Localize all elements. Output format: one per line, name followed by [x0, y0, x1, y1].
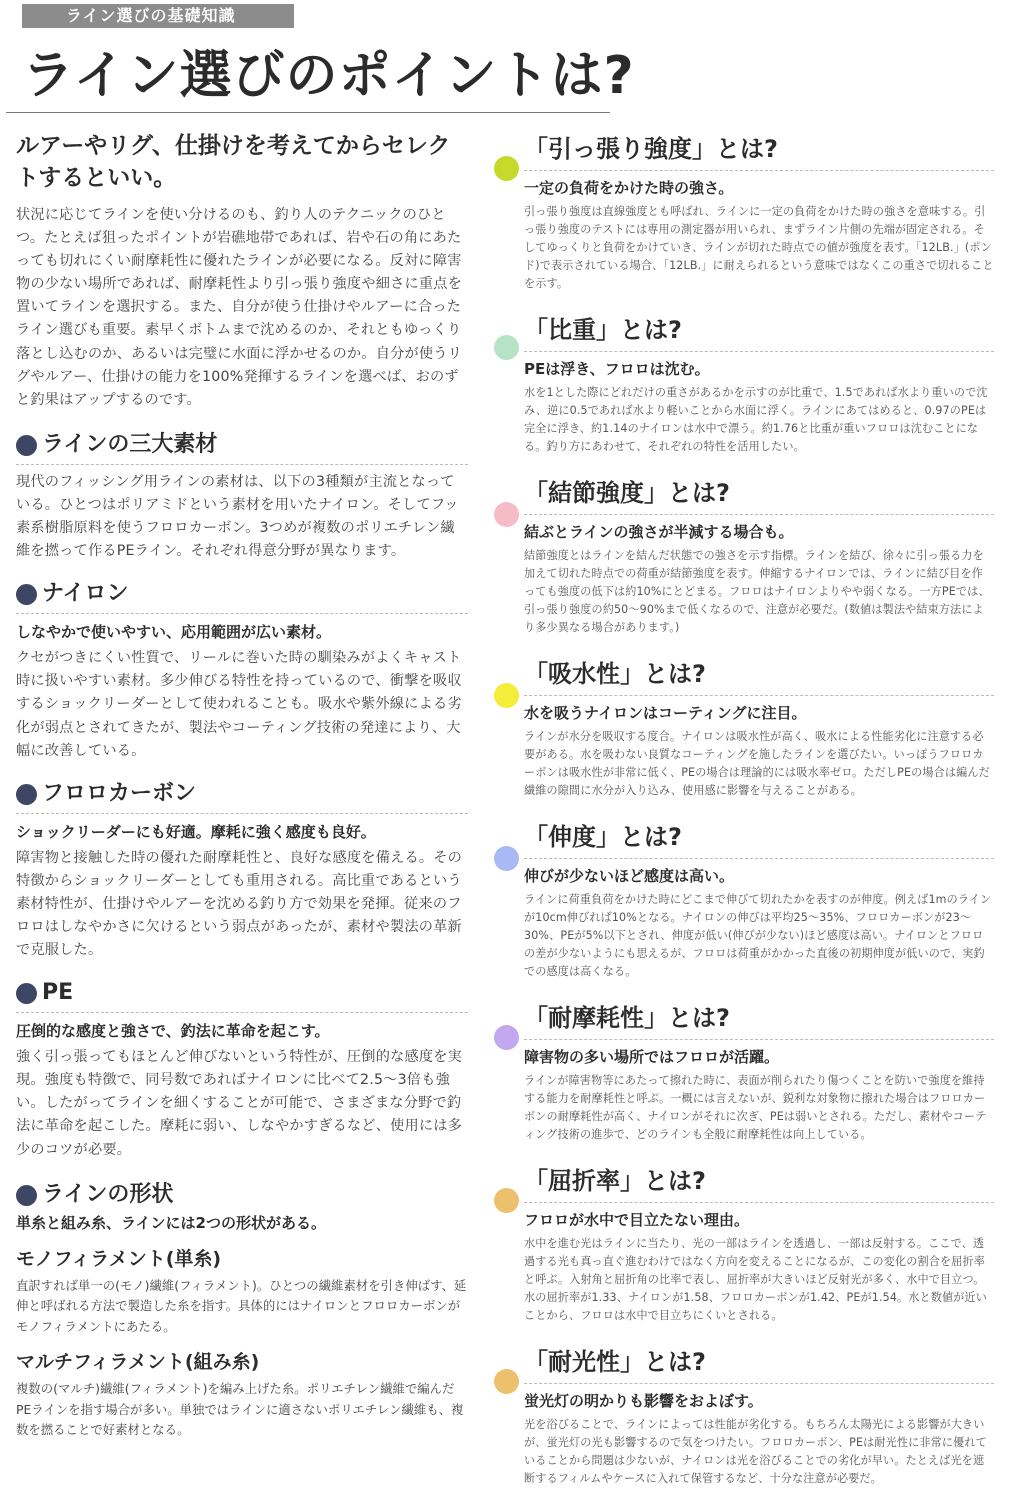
nylon-subheading: しなやかで使いやすい、応用範囲が広い素材。 — [16, 623, 332, 642]
term-subheading: PEは浮き、フロロは沈む。 — [524, 360, 710, 378]
bullet-dot-icon — [16, 584, 37, 605]
term-subheading: 伸びが少ないほど感度は高い。 — [524, 867, 735, 885]
term-dot-icon — [494, 1188, 519, 1213]
term-heading: 「耐摩耗性」とは? — [524, 1001, 994, 1040]
term-body: 水中を進む光はラインに当たり、光の一部はラインを透過し、一部は反射する。ここで、透過する光も真っ直ぐ進むわけではなく方向を変えることになるが、この変化の割合を屈折率と呼ぶ。入射角と屈折角の比率で表し、屈折率が大きいほど反射光が多く、水中で目立つ。水の屈折率が1.33、ナイロンが1.58、フロロカーボンが1.42、PEが1.54。水と数値が近いことから、フロロは水中で目立ちにくいとされる。 — [524, 1237, 987, 1322]
term-light-resistance — [494, 1345, 994, 1488]
term-abrasion-resistance — [494, 1001, 994, 1144]
term-heading: 「比重」とは? — [524, 313, 994, 352]
lead-body: 状況に応じてラインを使い分けるのも、釣り人のテクニックのひとつ。たとえば狙ったポイントが岩礁地帯であれば、岩や石の角にあたっても切れにくい耐摩耗性に優れたラインが必要になる。反対に障害物の少ない場所であれば、耐摩耗性より引っ張り強度や細さに重点を置いてラインを選択する。また、自分が使う仕掛けやルアーに合ったライン選びも重要。素早くボトムまで沈めるのか、それともゆっくり落とし込むのか、あるいは完璧に水面に浮かせるのか。自分が使うリグやルアー、仕掛けの能力を100%発揮するラインを選べば、おのずと釣果はアップするのです。 — [16, 207, 463, 408]
nylon-heading-text: ナイロン — [42, 581, 129, 607]
term-heading: 「伸度」とは? — [524, 820, 994, 859]
shape-subheading: 単糸と組み糸、ラインには2つの形状がある。 — [16, 1213, 326, 1232]
term-heading: 「耐光性」とは? — [524, 1345, 994, 1384]
page-title: ライン選びのポイントは? — [22, 46, 635, 106]
term-subheading: 蛍光灯の明かりも影響をおよぼす。 — [524, 1392, 763, 1410]
term-subheading: 障害物の多い場所ではフロロが活躍。 — [524, 1048, 780, 1066]
bullet-dot-icon — [16, 784, 37, 805]
materials-heading-text: ラインの三大素材 — [42, 431, 218, 457]
pe-section — [16, 978, 468, 1161]
shape-heading-text: ラインの形状 — [42, 1181, 174, 1207]
term-dot-icon — [494, 1369, 519, 1394]
nylon-section — [16, 579, 468, 762]
term-specific-gravity — [494, 313, 994, 456]
multi-heading: マルチフィラメント(組み糸) — [16, 1351, 260, 1374]
bullet-dot-icon — [16, 1185, 37, 1206]
materials-section — [16, 430, 468, 563]
term-heading: 「引っ張り強度」とは? — [524, 132, 994, 171]
mono-body: 直訳すれば単一の(モノ)繊維(フィラメント)。ひとつの繊維素材を引き伸ばす、延伸と呼ばれる方法で製造した糸を指す。具体的にはナイロンとフロロカーボンがモノフィラメントにあたる。 — [16, 1277, 467, 1334]
fluoro-subheading: ショックリーダーにも好適。摩耗に強く感度も良好。 — [16, 822, 376, 841]
fluoro-heading — [16, 779, 468, 814]
term-elongation — [494, 820, 994, 981]
term-heading: 「結節強度」とは? — [524, 476, 994, 515]
fluoro-heading-text: フロロカーボン — [42, 780, 197, 806]
materials-body: 現代のフィッシング用ラインの素材は、以下の3種類が主流となっている。ひとつはポリアミドという素材を用いたナイロン。そしてフッ素系樹脂原料を使うフロロカーボン。3つめが複数のポリエチレン繊維を撚って作るPEライン。それぞれ得意分野が異なります。 — [16, 473, 459, 560]
term-dot-icon — [494, 1025, 519, 1050]
term-water-absorption — [494, 657, 994, 800]
mono-heading: モノフィラメント(単糸) — [16, 1247, 222, 1270]
title-underline — [6, 112, 610, 113]
term-subheading: 結ぶとラインの強さが半減する場合も。 — [524, 523, 794, 541]
left-column — [16, 130, 468, 1441]
term-dot-icon — [494, 683, 519, 708]
shape-heading — [16, 1180, 468, 1210]
term-dot-icon — [494, 502, 519, 527]
pe-body: 強く引っ張ってもほとんど伸びないという特性が、圧倒的な感度を実現。強度も特徴で、同号数であればナイロンに比べて2.5〜3倍も強い。したがってラインを細くすることが可能で、さまざまな分野で釣法に革命を起こした。摩耗に弱い、しなやかすぎるなど、使用には多少のコツが必要。 — [16, 1049, 463, 1158]
fluoro-section — [16, 779, 468, 962]
term-heading: 「屈折率」とは? — [524, 1164, 994, 1203]
lead-heading: ルアーやリグ、仕掛けを考えてからセレクトするといい。 — [16, 133, 451, 191]
term-body: 結節強度とはラインを結んだ状態での強さを示す指標。ラインを結び、徐々に引っ張る力を加えて切れた時点での荷重が結節強度を表す。伸縮するナイロンでは、ラインに結び目を作っても強度の低下は約10%にとどまる。フロロはナイロンよりやや弱くなる。一方PEでは、引っ張り強度の約50〜90%まで低くなるので、注意が必要だ。(数値は製法や結束方法により多少異なる場合があります。) — [524, 549, 990, 634]
term-subheading: 水を吸うナイロンはコーティングに注目。 — [524, 704, 807, 722]
term-subheading: フロロが水中で目立たない理由。 — [524, 1211, 750, 1229]
fluoro-body: 障害物と接触した時の優れた耐摩耗性と、良好な感度を備える。その特徴からショックリーダーとしても重用される。高比重であるという素材特性が、仕掛けやルアーを沈める釣り方で効果を発揮。従来のフロロはしなやかさに欠けるという弱点があったが、素材や製法の革新で克服した。 — [16, 849, 463, 959]
term-body: 水を1とした際にどれだけの重さがあるかを示すのが比重で、1.5であれば水より重いので沈み、逆に0.5であれば水より軽いことから水面に浮く。ラインにあてはめると、0.97のPEは完全に浮き、約1.14のナイロンは水中で漂う。約1.76と比重が重いフロロは沈むことになる。釣り方にあわせて、それぞれの特性を活用したい。 — [524, 386, 988, 453]
pe-subheading: 圧倒的な感度と強さで、釣法に革命を起こす。 — [16, 1022, 330, 1041]
term-tensile — [494, 132, 994, 293]
term-dot-icon — [494, 156, 519, 181]
nylon-body: クセがつきにくい性質で、リールに巻いた時の馴染みがよくキャスト時に扱いやすい素材。多少伸びる特性を持っているので、衝撃を吸収するショックリーダーとして使われることも。吸水や紫外線による劣化が弱点とされてきたが、製法やコーティング技術の発達により、大幅に改善している。 — [16, 650, 462, 759]
term-body: 引っ張り強度は直線強度とも呼ばれ、ラインに一定の負荷をかけた時の強さを意味する。引っ張り強度のテストには専用の測定器が用いられ、まずライン片側の先端が固定される。そしてゆっくりと負荷をかけていき、ラインが切れた時点での値が強度を表す。「12LB.」(ポンド)で表示されている場合、「12LB.」に耐えられるという意味ではなくこの重さで切れることを示す。 — [524, 205, 994, 290]
term-subheading: 一定の負荷をかけた時の強さ。 — [524, 179, 734, 197]
shape-section — [16, 1180, 468, 1441]
term-body: 光を浴びることで、ラインによっては性能が劣化する。もちろん太陽光による影響が大きいが、蛍光灯の光も影響するので気をつけたい。フロロカーボン、PEは耐光性に非常に優れていることから問題は少ないが、ナイロンは光を浴びることでの劣化が早い。たとえば光を遮断するフィルムやケースに入れて保管するなど、十分な注意が必要だ。 — [524, 1418, 987, 1485]
term-knot-strength — [494, 476, 994, 637]
pe-heading — [16, 978, 468, 1013]
category-tag: ライン選びの基礎知識 — [22, 4, 294, 28]
bullet-dot-icon — [16, 435, 37, 456]
bullet-dot-icon — [16, 983, 37, 1004]
pe-heading-text: PE — [42, 980, 74, 1006]
term-dot-icon — [494, 846, 519, 871]
term-refractive-index — [494, 1164, 994, 1325]
materials-heading — [16, 430, 468, 465]
term-body: ラインが障害物等にあたって擦れた時に、表面が削られたり傷つくことを防いで強度を維持する能力を耐摩耗性と呼ぶ。一概には言えないが、鋭利な対象物に擦れた場合はフロロカーボンの耐摩耗性が高く、ナイロンがそれに次ぎ、PEは弱いとされる。ただし、素材やコーティング技術の進歩で、どのラインも全般に耐摩耗性は向上している。 — [524, 1074, 987, 1141]
term-body: ラインに荷重負荷をかけた時にどこまで伸びて切れたかを表すのが伸度。例えば1mのラインが10cm伸びれば10%となる。ナイロンの伸びは平均25〜35%、フロロカーボンが23〜30%、PEが5%以下とされ、伸度が低い(伸びが少ない)ほど感度は高い。ナイロンとフロロの差が少ないようにも思えるが、フロロは荷重がかかった直後の初期伸度が低いので、実釣での感度は高くなる。 — [524, 893, 992, 978]
multi-body: 複数の(マルチ)繊維(フィラメント)を編み上げた糸。ポリエチレン繊維で編んだPEラインを指す場合が多い。単独ではラインに適さないポリエチレン繊維も、複数を撚ることで好素材となる。 — [16, 1381, 464, 1438]
term-heading: 「吸水性」とは? — [524, 657, 994, 696]
term-body: ラインが水分を吸収する度合。ナイロンは吸水性が高く、吸水による性能劣化に注意する必要がある。水を吸わない良質なコーティングを施したラインを選びたい。いっぽうフロロカーボンは吸水性が非常に低く、PEの場合は理論的には吸水率ゼロ。ただしPEの場合は編んだ繊維の隙間に水分が入り込み、使用感に影響を与えることがある。 — [524, 730, 990, 797]
term-dot-icon — [494, 335, 519, 360]
nylon-heading — [16, 579, 468, 614]
right-column — [494, 132, 994, 1488]
